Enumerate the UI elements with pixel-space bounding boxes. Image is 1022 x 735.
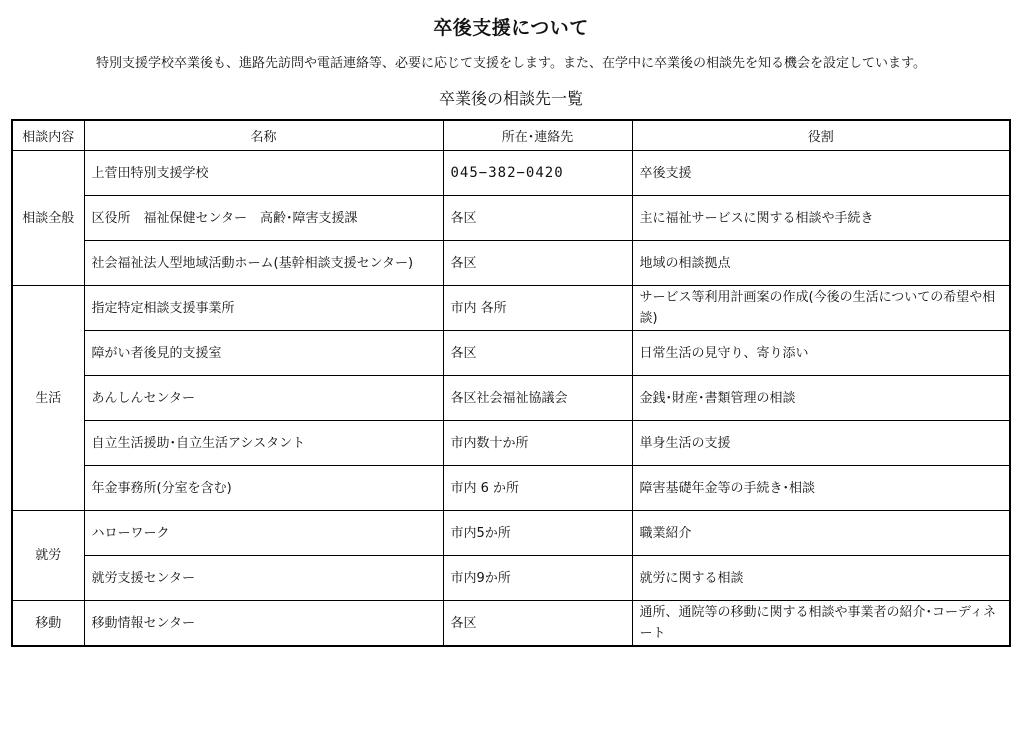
- page-title: 卒後支援について: [433, 17, 589, 39]
- contact-cell: 各区社会福祉協議会: [443, 376, 632, 421]
- role-cell: 主に福祉サービスに関する相談や手続き: [632, 196, 1010, 241]
- contact-cell: 各区: [443, 196, 632, 241]
- table-row: [12, 511, 1010, 556]
- table-row: [12, 151, 1010, 196]
- header-contact: 所在･連絡先: [443, 120, 632, 151]
- table-row: [12, 196, 1010, 241]
- header-category: 相談内容: [12, 120, 84, 151]
- contact-cell: 市内数十か所: [443, 421, 632, 466]
- table-row: [12, 601, 1010, 647]
- role-cell: 日常生活の見守り、寄り添い: [632, 331, 1010, 376]
- name-cell: 社会福祉法人型地域活動ホーム(基幹相談支援センター): [84, 241, 443, 286]
- consultation-table: [11, 119, 1011, 647]
- role-cell: 通所、通院等の移動に関する相談や事業者の紹介･コーディネート: [632, 601, 1010, 647]
- name-cell: ハローワーク: [84, 511, 443, 556]
- role-cell: 卒後支援: [632, 151, 1010, 196]
- table-row: [12, 466, 1010, 511]
- role-cell: 単身生活の支援: [632, 421, 1010, 466]
- name-cell: 上菅田特別支援学校: [84, 151, 443, 196]
- name-cell: 自立生活援助･自立生活アシスタント: [84, 421, 443, 466]
- category-cell: 生活: [12, 286, 84, 511]
- name-cell: 指定特定相談支援事業所: [84, 286, 443, 331]
- name-cell: 区役所 福祉保健センター 高齢･障害支援課: [84, 196, 443, 241]
- header-role: 役割: [632, 120, 1010, 151]
- table-row: [12, 286, 1010, 331]
- contact-cell: 045−382−0420: [443, 151, 632, 196]
- table-row: [12, 376, 1010, 421]
- category-cell: 相談全般: [12, 151, 84, 286]
- contact-cell: 市内9か所: [443, 556, 632, 601]
- role-cell: 就労に関する相談: [632, 556, 1010, 601]
- contact-cell: 市内5か所: [443, 511, 632, 556]
- table-row: [12, 241, 1010, 286]
- name-cell: 障がい者後見的支援室: [84, 331, 443, 376]
- role-cell: 障害基礎年金等の手続き･相談: [632, 466, 1010, 511]
- intro-text: 特別支援学校卒業後も、進路先訪問や電話連絡等、必要に応じて支援をします。また、在学中に卒業後の相談先を知る機会を設定しています。: [96, 56, 926, 71]
- category-cell: 移動: [12, 601, 84, 647]
- table-row: [12, 556, 1010, 601]
- header-name: 名称: [84, 120, 443, 151]
- role-cell: 地域の相談拠点: [632, 241, 1010, 286]
- name-cell: あんしんセンター: [84, 376, 443, 421]
- contact-cell: 各区: [443, 241, 632, 286]
- table-row: [12, 331, 1010, 376]
- category-cell: 就労: [12, 511, 84, 601]
- contact-cell: 市内 6 か所: [443, 466, 632, 511]
- role-cell: 職業紹介: [632, 511, 1010, 556]
- contact-cell: 各区: [443, 601, 632, 647]
- name-cell: 就労支援センター: [84, 556, 443, 601]
- table-row: [12, 421, 1010, 466]
- role-cell: サービス等利用計画案の作成(今後の生活についての希望や相談): [632, 286, 1010, 331]
- contact-cell: 市内 各所: [443, 286, 632, 331]
- name-cell: 年金事務所(分室を含む): [84, 466, 443, 511]
- name-cell: 移動情報センター: [84, 601, 443, 647]
- contact-cell: 各区: [443, 331, 632, 376]
- table-title: 卒業後の相談先一覧: [438, 89, 583, 108]
- role-cell: 金銭･財産･書類管理の相談: [632, 376, 1010, 421]
- table-header-row: [12, 120, 1010, 151]
